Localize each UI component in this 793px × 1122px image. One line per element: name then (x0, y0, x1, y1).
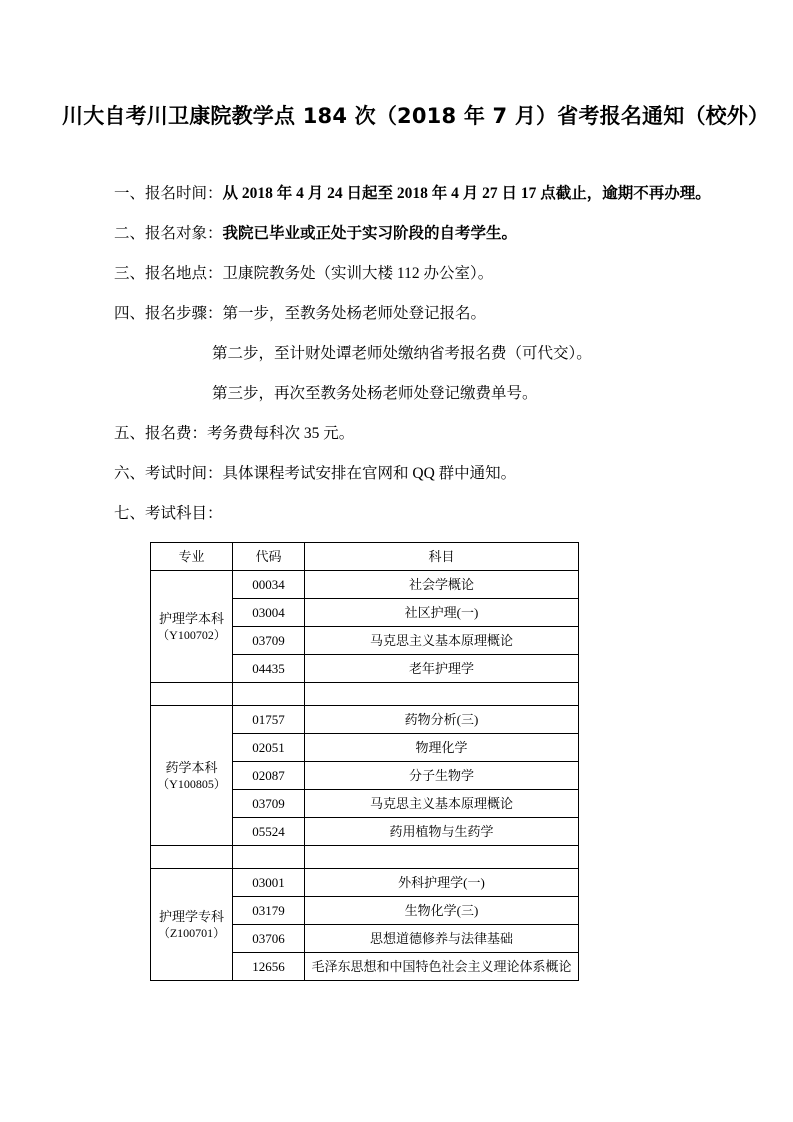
blank-cell (305, 846, 579, 869)
table-row (151, 869, 579, 897)
code-cell: 04435 (233, 655, 305, 683)
major-cell-2 (151, 706, 233, 846)
code-cell: 05524 (233, 818, 305, 846)
major-code-2: （Y100805） (157, 777, 226, 792)
subject-cell: 外科护理学(一) (305, 869, 579, 897)
notice-item-3 (114, 262, 731, 286)
header-subject: 科目 (305, 543, 579, 571)
code-cell: 03709 (233, 790, 305, 818)
subject-cell: 马克思主义基本原理概论 (305, 790, 579, 818)
subject-cell: 社区护理(一) (305, 599, 579, 627)
notice-item-3-label: 三、报名地点： (114, 265, 223, 283)
notice-item-5 (114, 422, 731, 446)
notice-item-6-label: 六、考试时间： (114, 465, 223, 483)
subject-cell: 物理化学 (305, 734, 579, 762)
notice-item-4-label: 四、报名步骤： (114, 305, 223, 323)
header-major: 专业 (151, 543, 233, 571)
subject-cell: 药物分析(三) (305, 706, 579, 734)
notice-item-4 (114, 302, 731, 326)
code-cell: 02051 (233, 734, 305, 762)
notice-step-2: 第二步，至计财处谭老师处缴纳省考报名费（可代交）。 (212, 345, 592, 363)
table-row (151, 571, 579, 599)
table-spacer-row (151, 846, 579, 869)
notice-item-1 (114, 182, 731, 206)
notice-item-7-label: 七、考试科目： (114, 505, 223, 523)
subject-cell: 马克思主义基本原理概论 (305, 627, 579, 655)
major-code-3: （Z100701） (157, 926, 226, 941)
notice-item-2 (114, 222, 731, 246)
notice-item-1-text: 从 2018 年 4 月 24 日起至 2018 年 4 月 27 日 17 点截止，逾期不再办理。 (222, 185, 711, 202)
subjects-table (150, 542, 579, 981)
notice-item-4-text: 第一步，至教务处杨老师处登记报名。 (222, 305, 487, 323)
major-cell-3 (151, 869, 233, 981)
code-cell: 03706 (233, 925, 305, 953)
code-cell: 00034 (233, 571, 305, 599)
code-cell: 02087 (233, 762, 305, 790)
major-name-2: 药学本科 (165, 759, 218, 775)
major-name-1: 护理学本科 (158, 610, 224, 626)
blank-cell (151, 683, 233, 706)
table-row (151, 706, 579, 734)
subject-cell: 毛泽东思想和中国特色社会主义理论体系概论 (305, 953, 579, 981)
notice-item-2-label: 二、报名对象： (114, 225, 223, 243)
notice-item-5-label: 五、报名费： (114, 425, 208, 443)
blank-cell (151, 846, 233, 869)
subject-cell: 药用植物与生药学 (305, 818, 579, 846)
subject-cell: 老年护理学 (305, 655, 579, 683)
blank-cell (233, 846, 305, 869)
notice-item-3-text: 卫康院教务处（实训大楼 112 办公室）。 (222, 265, 494, 283)
code-cell: 03004 (233, 599, 305, 627)
page-title: 川大自考川卫康院教学点 184 次（2018 年 7 月）省考报名通知（校外） (62, 104, 770, 128)
subject-cell: 社会学概论 (305, 571, 579, 599)
notice-item-7 (114, 502, 731, 526)
major-cell-1 (151, 571, 233, 683)
blank-cell (305, 683, 579, 706)
major-name-3: 护理学专科 (158, 908, 224, 924)
table-header-row (151, 543, 579, 571)
notice-item-6-text: 具体课程考试安排在官网和 QQ 群中通知。 (222, 465, 517, 483)
table-spacer-row (151, 683, 579, 706)
code-cell: 03001 (233, 869, 305, 897)
blank-cell (233, 683, 305, 706)
subjects-table-wrapper (62, 542, 731, 981)
notice-item-1-label: 一、报名时间： (114, 185, 223, 202)
subject-cell: 生物化学(三) (305, 897, 579, 925)
code-cell: 12656 (233, 953, 305, 981)
notice-item-2-text: 我院已毕业或正处于实习阶段的自考学生。 (222, 225, 518, 243)
notice-body (62, 182, 731, 526)
header-code: 代码 (233, 543, 305, 571)
major-code-1: （Y100702） (157, 628, 226, 643)
notice-item-6 (114, 462, 731, 486)
code-cell: 01757 (233, 706, 305, 734)
subject-cell: 分子生物学 (305, 762, 579, 790)
code-cell: 03709 (233, 627, 305, 655)
notice-item-5-text: 考务费每科次 35 元。 (207, 425, 355, 443)
subject-cell: 思想道德修养与法律基础 (305, 925, 579, 953)
notice-step-3: 第三步，再次至教务处杨老师处登记缴费单号。 (212, 385, 538, 403)
code-cell: 03179 (233, 897, 305, 925)
